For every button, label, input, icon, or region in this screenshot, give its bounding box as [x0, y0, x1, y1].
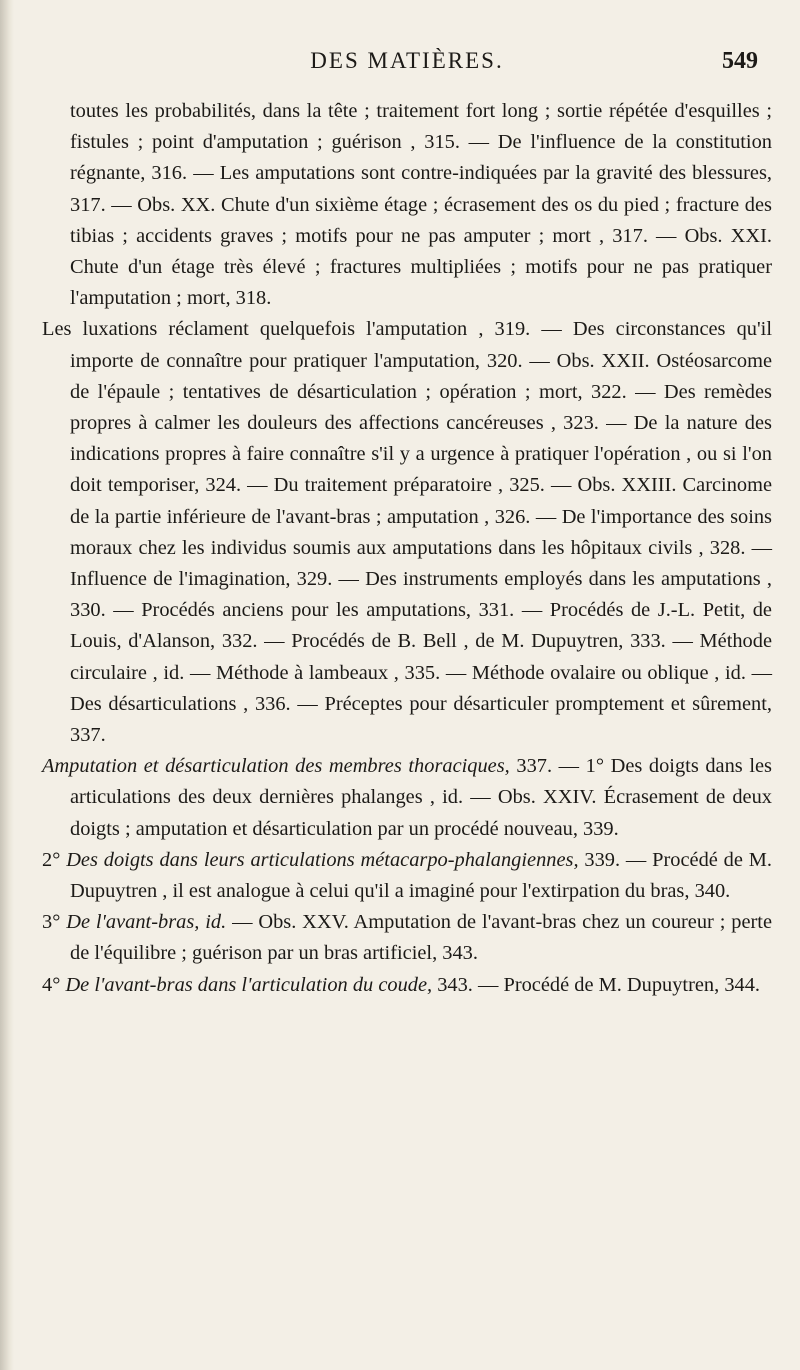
- entry-text: toutes les probabilités, dans la tête ; traitement fort long ; sortie répétée d'esquilles ; fistules ; point d'amputation ; guérison , 315. — De l'influence de la constitution régnante, 316. — Les amputations sont contre-indiquées par la gravité des blessures, 317. — Obs. XX. Chute d'un sixième étage ; écrasement des os du pied ; fracture des tibias ; accidents graves ; motifs pour ne pas amputer ; mort , 317. — Obs. XXI. Chute d'un étage très élevé ; fractures multipliées ; motifs pour ne pas pratiquer l'amputation ; mort, 318.: [70, 100, 772, 310]
- entry-heading: De l'avant-bras, id.: [66, 911, 227, 934]
- index-entry: [42, 751, 772, 845]
- entry-heading: De l'avant-bras dans l'articulation du coude,: [65, 973, 433, 996]
- index-entry: [42, 314, 772, 751]
- entry-number: 4°: [42, 973, 66, 996]
- index-entry: [42, 96, 772, 314]
- entry-text: 343. — Procédé de M. Dupuytren, 344.: [432, 973, 761, 996]
- entry-heading: Amputation et désarticulation des membres thoraciques,: [42, 755, 510, 778]
- page-number: 549: [722, 48, 758, 74]
- entry-number: 3°: [42, 911, 67, 934]
- entry-text: 337. — 1° Des doigts dans les articulations des deux dernières phalanges , id. — Obs. XXIV. Écrasement de deux doigts ; amputation et désarticulation par un procédé nouveau, 339.: [70, 755, 772, 840]
- index-entry: [42, 845, 772, 907]
- entry-text: 339. — Procédé de M. Dupuytren , il est analogue à celui qu'il a imaginé pour l'extirpation du bras, 340.: [70, 848, 772, 903]
- entry-text: Les luxations réclament quelquefois l'amputation , 319. — Des circonstances qu'il importe de connaître pour pratiquer l'amputation, 320. — Obs. XXII. Ostéosarcome de l'épaule ; tentatives de désarticulation ; opération ; mort, 322. — Des remèdes propres à calmer les douleurs des affections cancéreuses , 323. — De la nature des indications propres à faire connaître s'il y a urgence à pratiquer l'opération , ou si l'on doit temporiser, 324. — Du traitement préparatoire , 325. — Obs. XXIII. Carcinome de la partie inférieure de l'avant-bras ; amputation , 326. — De l'importance des soins moraux chez les individus soumis aux amputations dans les hôpitaux civils , 328. — Influence de l'imagination, 329. — Des instruments employés dans les amputations , 330. — Procédés anciens pour les amputations, 331. — Procédés de J.-L. Petit, de Louis, d'Alanson, 332. — Procédés de B. Bell , de M. Dupuytren, 333. — Méthode circulaire , id. — Méthode à lambeaux , 335. — Méthode ovalaire ou oblique , id. — Des désarticulations , 336. — Préceptes pour désarticuler promptement et sûrement, 337.: [42, 318, 772, 747]
- page-header: [42, 48, 772, 92]
- entry-text: — Obs. XXV. Amputation de l'avant-bras chez un coureur ; perte de l'équilibre ; guérison par un bras artificiel, 343.: [70, 911, 773, 965]
- running-title: DES MATIÈRES.: [310, 48, 504, 73]
- page-binding-edge: [0, 0, 14, 1370]
- index-body: [42, 96, 772, 1001]
- entry-number: 2°: [42, 848, 67, 871]
- index-entry: [42, 907, 772, 969]
- entry-heading: Des doigts dans leurs articulations métacarpo-phalangiennes,: [66, 848, 579, 871]
- index-entry: [42, 970, 772, 1001]
- document-page: [42, 48, 772, 1001]
